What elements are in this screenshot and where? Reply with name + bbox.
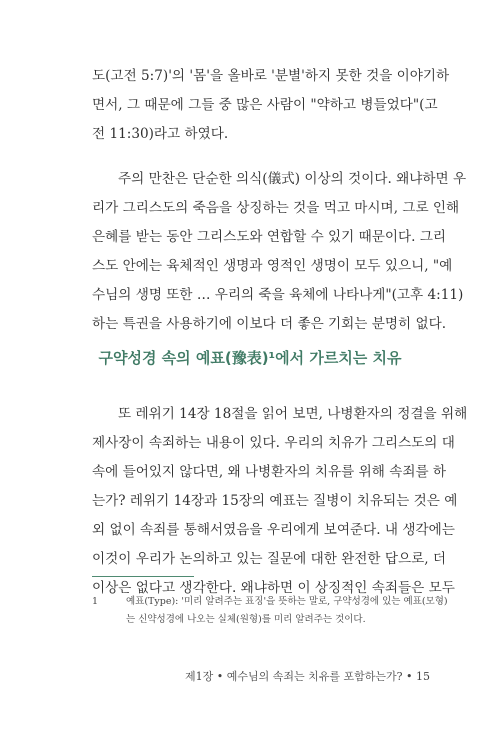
paragraph-leviticus [92,400,468,603]
footnote-text [126,593,446,629]
text-line: 은혜를 받는 동안 그리스도와 연합할 수 있기 때문이다. 그리 [92,229,447,245]
text-line: 외 없이 속죄를 통해서였음을 우리에게 보여준다. 내 생각에는 [92,522,455,538]
footnote-line: 는 신약성경에 나오는 실체(원형)를 미리 알려주는 것이다. [126,614,366,625]
text-line: 면서, 그 때문에 그들 중 많은 사람이 "약하고 병들었다"(고 [92,97,438,113]
text-line: 또 레위기 14장 18절을 읽어 보면, 나병환자의 정결을 위해 [118,406,468,422]
text-line: 도(고전 5:7)'의 '몸'을 올바로 '분별'하지 못한 것을 이야기하 [92,68,450,84]
text-line: 수님의 생명 또한 … 우리의 죽을 육체에 나타나게"(고후 4:11) [92,287,464,303]
text-line: 하는 특권을 사용하기에 이보다 더 좋은 기회는 분명히 없다. [92,316,447,332]
footnote-line: 예표(Type): '미리 알려주는 표징'을 뜻하는 말로, 구약성경에 있는 예표(모형) [126,596,448,607]
text-line: 이것이 우리가 논의하고 있는 질문에 대한 완전한 답으로, 더 [92,551,447,567]
section-heading: 구약성경 속의 예표(豫表)¹에서 가르치는 치유 [98,349,402,367]
text-line: 전 11:30)라고 하였다. [92,126,229,142]
text-line: 이상은 없다고 생각한다. 왜냐하면 이 상징적인 속죄들은 모두 [92,580,455,596]
paragraph-continuation [92,62,450,149]
footnote-divider [92,576,194,577]
text-line: 속에 들어있지 않다면, 왜 나병환자의 치유를 위해 속죄를 하 [92,464,447,480]
paragraph-lords-supper [92,165,467,339]
page-footer: 제1장 • 예수님의 속죄는 치유를 포함하는가? • 15 [185,670,430,683]
text-line: 주의 만찬은 단순한 의식(儀式) 이상의 것이다. 왜냐하면 우 [118,171,467,187]
footnote-number: 1 [92,596,99,607]
text-line: 는가? 레위기 14장과 15장의 예표는 질병이 치유되는 것은 예 [92,493,458,509]
text-line: 제사장이 속죄하는 내용이 있다. 우리의 치유가 그리스도의 대 [92,435,455,451]
text-line: 리가 그리스도의 죽음을 상징하는 것을 먹고 마시며, 그로 인해 [92,200,460,216]
text-line: 스도 안에는 육체적인 생명과 영적인 생명이 모두 있으니, "예 [92,258,453,274]
